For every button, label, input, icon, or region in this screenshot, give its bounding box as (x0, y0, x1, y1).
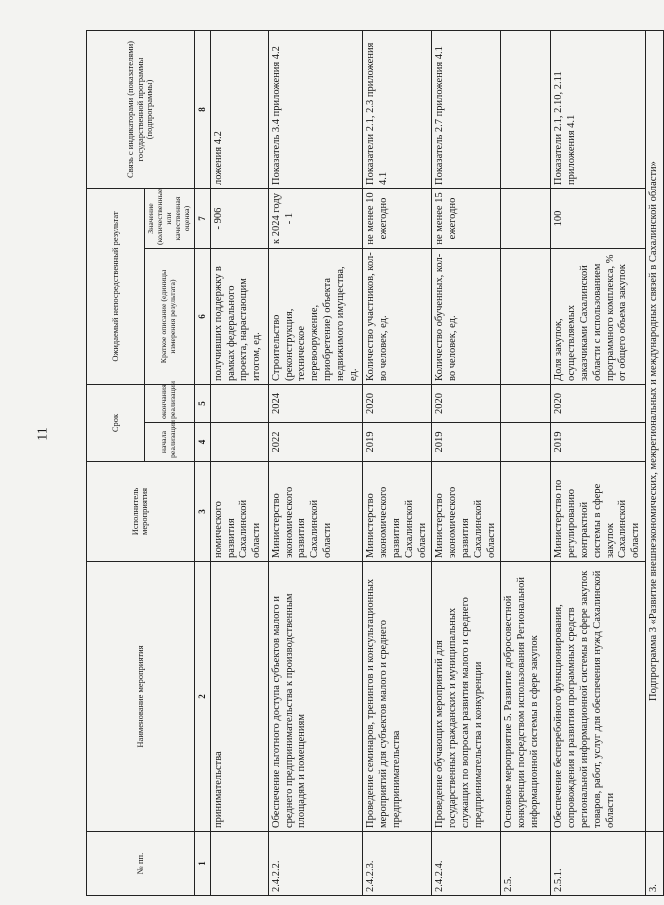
row-value (501, 189, 551, 249)
row-link: Показатели 2.1, 2.10, 2.11 приложения 4.1 (551, 31, 646, 189)
row-executor: номического развития Сахалинской области (210, 462, 268, 562)
header-term-end: окончания реализации (145, 385, 195, 423)
row-link: ложения 4.2 (210, 31, 268, 189)
row-start: 2019 (551, 423, 646, 462)
row-executor: Министерство экономического развития Сахалинской области (363, 462, 432, 562)
row-num: 2.4.2.3. (363, 832, 432, 896)
row-num (210, 832, 268, 896)
table-row (363, 31, 432, 896)
col-number: 6 (194, 249, 210, 385)
header-num: № пп. (87, 832, 195, 896)
table-row (551, 31, 646, 896)
row-num: 2.5.1. (551, 832, 646, 896)
page-number: 11 (35, 427, 51, 441)
table-row (501, 31, 551, 896)
row-start (210, 423, 268, 462)
row-desc: Количество участников, кол-во человек, ед. (363, 249, 432, 385)
row-executor: Министерство экономического развития Сахалинской области (268, 462, 363, 562)
row-desc: Количество обученных, кол-во человек, ед. (432, 249, 501, 385)
row-end: 2024 (268, 385, 363, 423)
row-num: 2.5. (501, 832, 551, 896)
row-name: Проведение обучающих мероприятий для государственных гражданских и муниципальных служащих по вопросам развития малого и среднего предпринимательства и конкуренции (432, 562, 501, 832)
column-numbers-row (194, 31, 210, 896)
row-link (501, 31, 551, 189)
col-number: 2 (194, 562, 210, 832)
subprogram-title: Подпрограмма 3 «Развитие внешнеэкономических, межрегиональных и международных связей в Сахалинской области» (645, 31, 663, 832)
activities-table (86, 30, 664, 896)
col-number: 1 (194, 832, 210, 896)
row-name: Основное мероприятие 5. Развитие добросовестной конкуренции посредством использования Региональной информационной системы в сфере закупок (501, 562, 551, 832)
table-row (268, 31, 363, 896)
table-row (210, 31, 268, 896)
row-end (501, 385, 551, 423)
rotated-document (86, 31, 659, 896)
col-number: 8 (194, 31, 210, 189)
row-name: принимательства (210, 562, 268, 832)
row-link: Показатели 2.1, 2.3 приложения 4.1 (363, 31, 432, 189)
table-row (432, 31, 501, 896)
row-value: не менее 15 ежегодно (432, 189, 501, 249)
row-link: Показатель 3.4 приложения 4.2 (268, 31, 363, 189)
subprogram-num: 3. (645, 832, 663, 896)
header-term: Срок (87, 385, 145, 462)
row-start (501, 423, 551, 462)
row-desc (501, 249, 551, 385)
row-executor (501, 462, 551, 562)
header-executor: Исполнитель мероприятия (87, 462, 195, 562)
row-executor: Министерство по регулированию контрактной системы в сфере закупок Сахалинской области (551, 462, 646, 562)
row-value: 100 (551, 189, 646, 249)
row-end: 2020 (363, 385, 432, 423)
col-number: 3 (194, 462, 210, 562)
header-result-desc: Краткое описание (единицы измерения результата) (145, 249, 195, 385)
row-start: 2022 (268, 423, 363, 462)
header-name: Наименование мероприятия (87, 562, 195, 832)
header-link: Связь с индикаторами (показателями) государственной программы (подпрограммы) (87, 31, 195, 189)
col-number: 5 (194, 385, 210, 423)
row-num: 2.4.2.2. (268, 832, 363, 896)
subprogram-row (645, 31, 663, 896)
row-end: 2020 (432, 385, 501, 423)
row-start: 2019 (432, 423, 501, 462)
row-desc: Строительство (реконструкция, техническое перевооружение, приобретение) объекта недвижимого имущества, ед. (268, 249, 363, 385)
row-value: - 906 (210, 189, 268, 249)
row-name: Проведение семинаров, тренингов и консультационных мероприятий для субъектов малого и среднего предпринимательства (363, 562, 432, 832)
row-value: к 2024 году - 1 (268, 189, 363, 249)
row-desc: получивших поддержку в рамках федерального проекта, нарастающим итогом, ед. (210, 249, 268, 385)
row-link: Показатель 2.7 приложения 4.1 (432, 31, 501, 189)
row-name: Обеспечение льготного доступа субъектов малого и среднего предпринимательства к производственным площадям и помещениям (268, 562, 363, 832)
col-number: 4 (194, 423, 210, 462)
row-num: 2.4.2.4. (432, 832, 501, 896)
row-name: Обеспечение бесперебойного функционирования, сопровождения и развития программных средств региональной информационной системы в сфере закупок товаров, работ, услуг для обеспечения нужд Сахалинской области (551, 562, 646, 832)
row-value: не менее 10 ежегодно (363, 189, 432, 249)
col-number: 7 (194, 189, 210, 249)
row-end: 2020 (551, 385, 646, 423)
row-desc: Доля закупок, осуществляемых заказчиками Сахалинской области с использованием программного комплекса, % от общего объема закупок (551, 249, 646, 385)
header-row (87, 31, 145, 896)
header-term-start: начала реализации (145, 423, 195, 462)
row-end (210, 385, 268, 423)
row-start: 2019 (363, 423, 432, 462)
header-result-value: Значение (количественные или качественная оценка) (145, 189, 195, 249)
header-result: Ожидаемый непосредственный результат (87, 189, 145, 385)
row-executor: Министерство экономического развития Сахалинской области (432, 462, 501, 562)
